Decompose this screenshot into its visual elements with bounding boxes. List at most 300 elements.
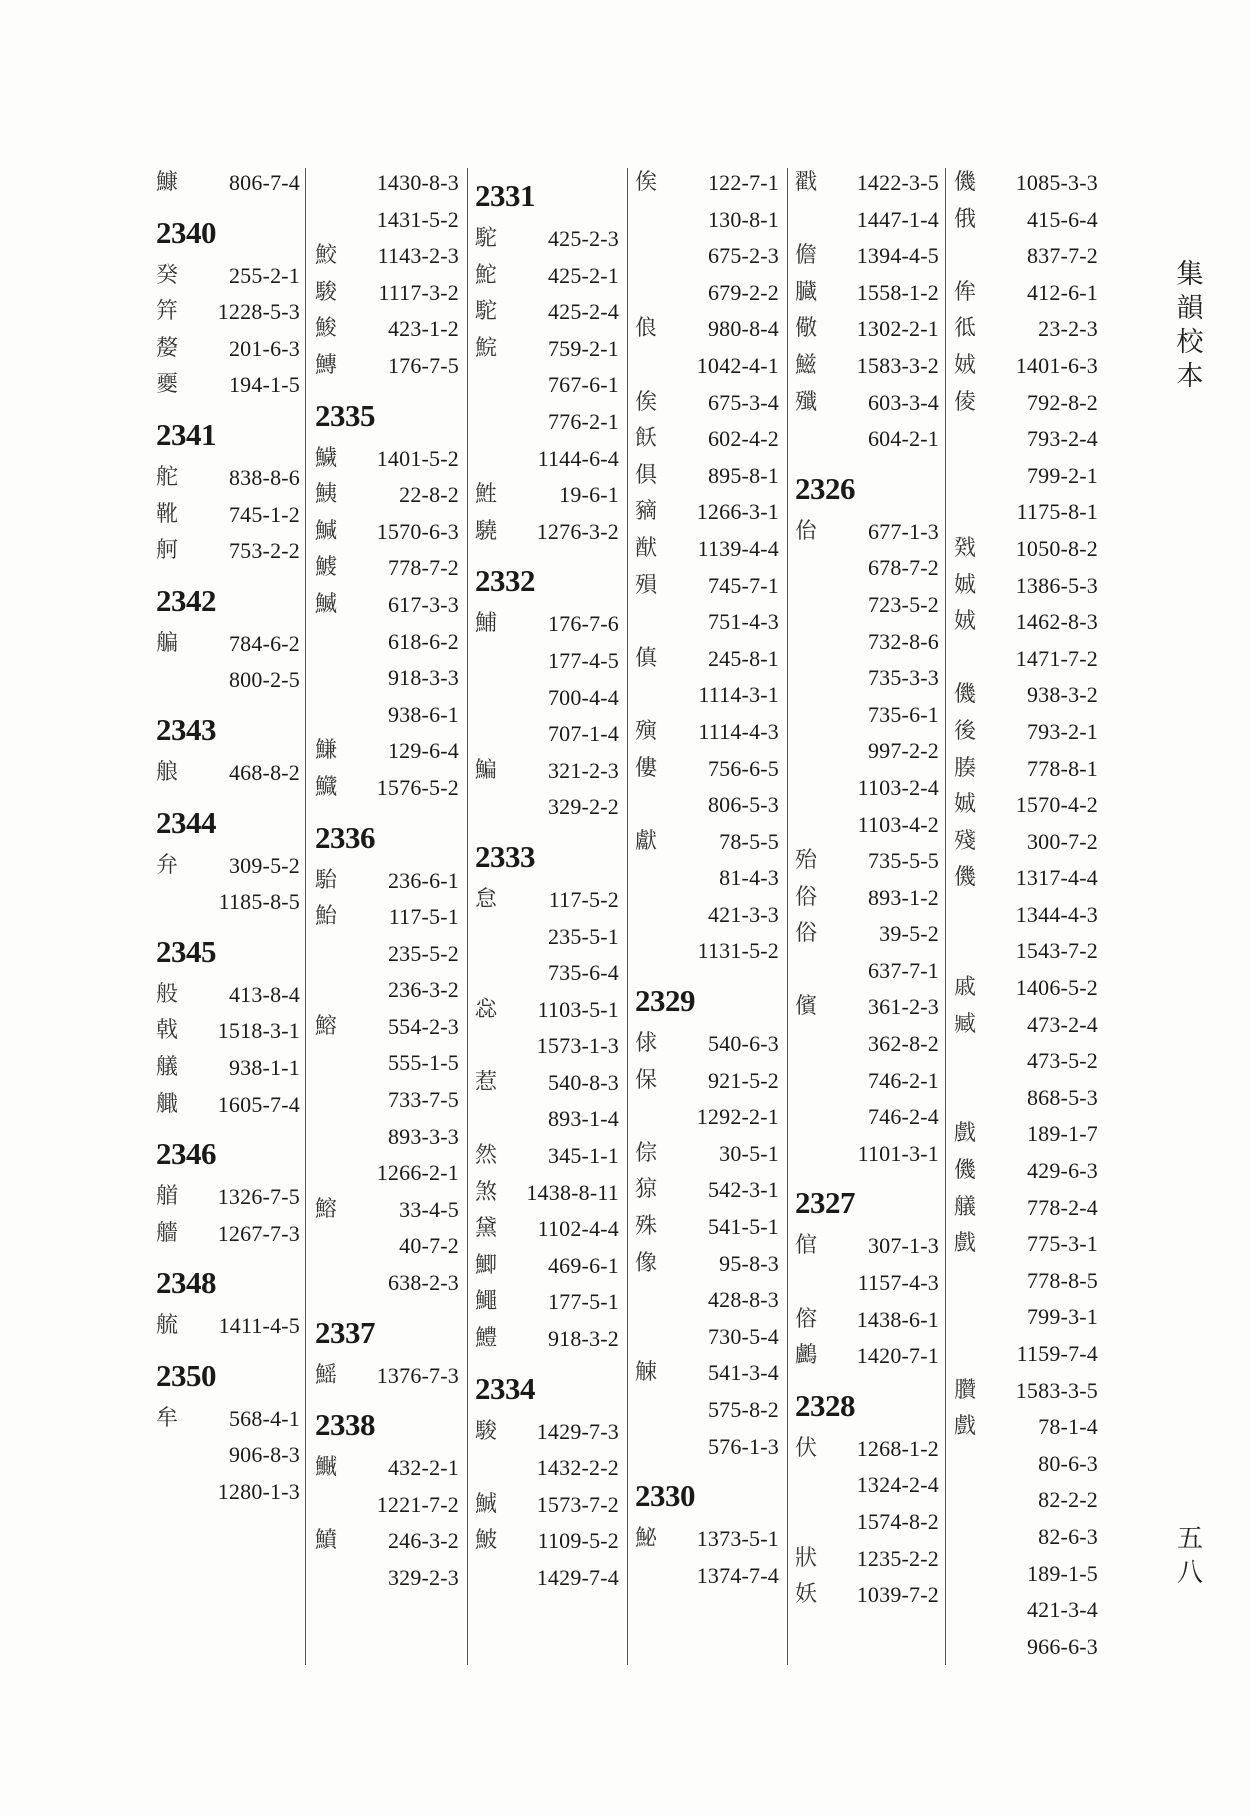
entry-character: 僟: [954, 682, 977, 708]
entry-reference: 918-3-3: [387, 665, 459, 691]
entry-reference: 361-2-3: [867, 994, 939, 1020]
index-entry: [793, 770, 943, 807]
index-entry: [313, 1487, 463, 1524]
entry-reference: 300-7-2: [1026, 828, 1098, 854]
entry-reference: 756-6-5: [707, 755, 779, 781]
index-entry: [154, 884, 304, 921]
column-separator: [305, 168, 306, 1665]
entry-character: 鯆: [475, 611, 498, 637]
entry-reference: 22-8-2: [399, 482, 459, 508]
section-code: 2336: [315, 819, 375, 855]
index-entry: [154, 1401, 304, 1438]
entry-reference: 307-1-3: [867, 1233, 939, 1259]
entry-reference: 1429-7-3: [536, 1418, 619, 1444]
index-entry: [633, 860, 783, 897]
entry-reference: 415-6-4: [1026, 206, 1098, 232]
index-entry: [473, 680, 623, 717]
entry-character: 鮍: [475, 1528, 498, 1554]
index-entry: [313, 1560, 463, 1597]
index-entry: [313, 1450, 463, 1487]
section-heading: [313, 807, 463, 863]
index-entry: [952, 677, 1102, 714]
entry-reference: 745-1-2: [228, 501, 300, 527]
section-heading: [154, 699, 304, 755]
section-heading: [633, 970, 783, 1026]
entry-reference: 425-2-3: [547, 226, 619, 251]
entry-reference: 997-2-2: [867, 738, 939, 764]
index-entry: [952, 238, 1102, 275]
entry-reference: 575-8-2: [707, 1397, 779, 1422]
index-entry: [952, 1080, 1102, 1117]
index-entry: [952, 1592, 1102, 1629]
entry-character: 儆: [795, 316, 818, 342]
index-entry: [473, 1138, 623, 1175]
entry-character: 鮀: [475, 262, 498, 288]
entry-character: 俍: [635, 316, 658, 342]
entry-reference: 638-2-3: [387, 1270, 459, 1296]
entry-character: 艈: [156, 1313, 179, 1339]
index-entry: [952, 604, 1102, 641]
entry-reference: 345-1-1: [547, 1143, 619, 1169]
index-entry: [154, 1179, 304, 1216]
index-entry: [313, 899, 463, 936]
index-entry: [154, 662, 304, 699]
entry-reference: 432-2-1: [387, 1455, 459, 1481]
entry-reference: 1574-8-2: [856, 1509, 939, 1534]
entry-reference: 784-6-2: [228, 630, 300, 656]
index-entry: [793, 1541, 943, 1578]
entry-reference: 735-3-3: [867, 665, 939, 691]
entry-reference: 81-4-3: [719, 865, 779, 891]
entry-reference: 1430-8-3: [376, 170, 459, 195]
index-entry: [313, 660, 463, 697]
entry-reference: 1324-2-4: [856, 1472, 939, 1498]
index-entry: [313, 863, 463, 900]
entry-reference: 33-4-5: [399, 1196, 459, 1222]
index-entry: [473, 789, 623, 826]
entry-character: 娀: [954, 609, 977, 635]
index-entry: [952, 1336, 1102, 1373]
entry-reference: 1462-8-3: [1015, 609, 1098, 635]
entry-reference: 1373-5-1: [696, 1526, 779, 1552]
index-entry: [793, 1302, 943, 1339]
index-entry: [313, 275, 463, 312]
index-entry: [473, 294, 623, 331]
index-entry: [154, 626, 304, 663]
entry-character: 艑: [156, 630, 179, 656]
entry-character: 豴: [635, 499, 658, 525]
index-entry: [154, 497, 304, 534]
entry-reference: 1042-4-1: [696, 352, 779, 378]
section-heading: [154, 404, 304, 460]
entry-reference: 806-7-4: [228, 170, 300, 195]
entry-reference: 678-7-2: [867, 555, 939, 581]
entry-reference: 1326-7-5: [217, 1184, 300, 1210]
index-entry: [473, 992, 623, 1029]
entry-reference: 235-5-2: [387, 940, 459, 966]
entry-reference: 602-4-2: [707, 426, 779, 452]
entry-reference: 921-5-2: [707, 1067, 779, 1093]
entry-reference: 746-2-1: [867, 1067, 939, 1093]
index-entry: [633, 1521, 783, 1558]
entry-reference: 1085-3-3: [1015, 170, 1098, 195]
entry-character: 艏: [156, 1184, 179, 1210]
index-entry: [313, 202, 463, 239]
entry-character: 鰜: [315, 738, 338, 764]
index-entry: [793, 587, 943, 624]
index-entry: [793, 238, 943, 275]
index-entry: [313, 1009, 463, 1046]
entry-character: 駝: [475, 226, 498, 251]
entry-character: 殆: [795, 848, 818, 874]
index-entry: [473, 1211, 623, 1248]
index-entry: [473, 1523, 623, 1560]
entry-character: 戲: [954, 1121, 977, 1147]
entry-reference: 1235-2-2: [856, 1545, 939, 1571]
entry-reference: 1386-5-3: [1015, 572, 1098, 598]
index-entry: [633, 824, 783, 861]
entry-reference: 895-8-1: [707, 462, 779, 488]
index-entry: [154, 1437, 304, 1474]
entry-character: 靴: [156, 501, 179, 527]
entry-character: 娍: [954, 792, 977, 818]
entry-character: 娍: [954, 572, 977, 598]
entry-reference: 1420-7-1: [856, 1343, 939, 1369]
entry-reference: 1039-7-2: [856, 1582, 939, 1608]
index-entry: [952, 458, 1102, 495]
index-entry: [473, 258, 623, 295]
index-entry: [952, 1519, 1102, 1556]
entry-character: 傛: [795, 1306, 818, 1332]
entry-reference: 1280-1-3: [217, 1479, 300, 1505]
index-entry: [154, 331, 304, 368]
entry-reference: 806-5-3: [707, 792, 779, 818]
entry-reference: 775-3-1: [1026, 1231, 1098, 1257]
index-column-3: [473, 165, 623, 1597]
index-entry: [633, 385, 783, 422]
entry-reference: 78-5-5: [719, 828, 779, 854]
entry-character: 鱥: [315, 445, 338, 471]
index-entry: [952, 1299, 1102, 1336]
entry-character: 倌: [795, 1233, 818, 1259]
entry-character: 鯽: [475, 1252, 498, 1278]
entry-reference: 412-6-1: [1026, 279, 1098, 305]
entry-character: 僂: [635, 755, 658, 781]
index-entry: [313, 624, 463, 661]
entry-reference: 540-8-3: [547, 1069, 619, 1095]
index-entry: [952, 824, 1102, 861]
entry-reference: 759-2-1: [547, 335, 619, 361]
entry-reference: 1131-5-2: [697, 938, 779, 964]
entry-character: 俟: [635, 170, 658, 195]
index-entry: [473, 477, 623, 514]
section-heading: [154, 792, 304, 848]
index-entry: [473, 441, 623, 478]
entry-reference: 177-4-5: [547, 647, 619, 673]
index-entry: [633, 677, 783, 714]
index-entry: [313, 1192, 463, 1229]
entry-reference: 117-5-2: [548, 886, 619, 912]
section-code: 2337: [315, 1314, 375, 1350]
entry-reference: 428-8-3: [707, 1287, 779, 1313]
index-entry: [793, 1063, 943, 1100]
index-entry: [952, 165, 1102, 202]
section-heading: [313, 1394, 463, 1450]
entry-reference: 799-3-1: [1026, 1304, 1098, 1330]
entry-reference: 1438-8-11: [526, 1179, 619, 1205]
entry-reference: 1447-1-4: [856, 206, 939, 232]
index-entry: [633, 897, 783, 934]
index-column-6: [952, 165, 1102, 1665]
index-entry: [793, 421, 943, 458]
index-entry: [793, 1265, 943, 1302]
index-entry: [473, 643, 623, 680]
index-entry: [473, 1414, 623, 1451]
index-entry: [793, 733, 943, 770]
index-entry: [313, 1358, 463, 1395]
entry-character: 鯿: [475, 757, 498, 783]
index-entry: [313, 311, 463, 348]
entry-reference: 189-1-7: [1026, 1121, 1098, 1147]
index-entry: [793, 660, 943, 697]
entry-character: 侔: [954, 279, 977, 305]
entry-character: 僟: [954, 865, 977, 891]
entry-reference: 800-2-5: [228, 667, 300, 693]
entry-character: 儐: [795, 994, 818, 1020]
index-entry: [952, 860, 1102, 897]
entry-reference: 735-6-4: [547, 960, 619, 986]
entry-reference: 1267-7-3: [217, 1220, 300, 1246]
entry-reference: 1558-1-2: [856, 279, 939, 305]
entry-reference: 838-8-6: [228, 464, 300, 490]
index-entry: [793, 1577, 943, 1614]
index-entry: [633, 458, 783, 495]
index-entry: [952, 494, 1102, 531]
index-entry: [154, 1013, 304, 1050]
entry-character: 鰫: [315, 1196, 338, 1222]
entry-character: 艤: [954, 1194, 977, 1220]
entry-character: 癸: [156, 262, 179, 288]
section-heading: [793, 1375, 943, 1431]
entry-reference: 413-8-4: [228, 981, 300, 1007]
entry-character: 鮻: [315, 316, 338, 342]
index-entry: [473, 919, 623, 956]
index-entry: [633, 348, 783, 385]
entry-character: 飫: [635, 426, 658, 452]
index-entry: [154, 977, 304, 1014]
entry-character: 僟: [954, 1158, 977, 1184]
index-entry: [473, 221, 623, 258]
entry-reference: 730-5-4: [707, 1323, 779, 1349]
entry-reference: 1401-5-2: [376, 445, 459, 471]
entry-character: 鱇: [156, 170, 179, 195]
index-entry: [473, 404, 623, 441]
index-entry: [633, 1319, 783, 1356]
entry-reference: 637-7-1: [867, 957, 939, 983]
entry-character: 鮏: [475, 482, 498, 508]
entry-character: 倰: [954, 389, 977, 415]
index-entry: [473, 753, 623, 790]
section-heading: [793, 458, 943, 514]
section-code: 2327: [795, 1185, 855, 1221]
section-heading: [473, 550, 623, 606]
entry-reference: 723-5-2: [867, 591, 939, 617]
index-entry: [793, 1338, 943, 1375]
entry-character: 鮫: [315, 243, 338, 269]
entry-reference: 1543-7-2: [1015, 938, 1098, 964]
entry-reference: 1573-7-2: [536, 1491, 619, 1517]
entry-reference: 675-2-3: [707, 243, 779, 269]
entry-reference: 1431-5-2: [376, 206, 459, 232]
index-entry: [633, 1136, 783, 1173]
index-entry: [633, 933, 783, 970]
section-heading: [473, 826, 623, 882]
index-entry: [793, 514, 943, 551]
entry-reference: 700-4-4: [547, 684, 619, 710]
entry-reference: 177-5-1: [547, 1289, 619, 1315]
entry-character: 戚: [954, 975, 977, 1001]
entry-reference: 1605-7-4: [217, 1091, 300, 1117]
index-entry: [793, 1228, 943, 1265]
index-entry: [633, 421, 783, 458]
entry-reference: 236-6-1: [387, 867, 459, 893]
index-entry: [952, 714, 1102, 751]
entry-character: 鱡: [315, 1455, 338, 1481]
section-code: 2326: [795, 470, 855, 506]
entry-reference: 1432-2-2: [536, 1455, 619, 1481]
section-code: 2340: [156, 214, 216, 250]
index-entry: [952, 1153, 1102, 1190]
entry-character: 鯎: [475, 1491, 498, 1517]
index-entry: [793, 550, 943, 587]
index-entry: [952, 970, 1102, 1007]
entry-character: 鱧: [475, 1326, 498, 1352]
index-entry: [793, 1026, 943, 1063]
index-entry: [952, 1409, 1102, 1446]
entry-character: 鰩: [315, 1362, 338, 1388]
entry-reference: 30-5-1: [719, 1140, 779, 1166]
index-entry: [952, 275, 1102, 312]
index-entry: [473, 1487, 623, 1524]
page-number: 五八: [1176, 1524, 1203, 1588]
section-code: 2330: [635, 1478, 695, 1514]
index-entry: [473, 1101, 623, 1138]
entry-reference: 429-6-3: [1026, 1158, 1098, 1184]
section-code: 2343: [156, 711, 216, 747]
entry-reference: 1114-3-1: [698, 682, 779, 708]
index-entry: [154, 1087, 304, 1124]
entry-reference: 473-2-4: [1026, 1011, 1098, 1037]
entry-reference: 540-6-3: [707, 1031, 779, 1057]
index-entry: [313, 550, 463, 587]
entry-character: 黛: [475, 1216, 498, 1242]
index-entry: [154, 165, 304, 202]
entry-reference: 19-6-1: [559, 482, 619, 508]
entry-character: 妖: [795, 1582, 818, 1608]
entry-reference: 1185-8-5: [218, 889, 300, 915]
section-code: 2331: [475, 178, 535, 213]
index-entry: [793, 1099, 943, 1136]
entry-character: 彽: [954, 316, 977, 342]
entry-reference: 1518-3-1: [217, 1018, 300, 1044]
index-entry: [633, 531, 783, 568]
entry-reference: 321-2-3: [547, 757, 619, 783]
index-entry: [313, 165, 463, 202]
entry-character: 鰄: [315, 591, 338, 617]
entry-reference: 677-1-3: [867, 518, 939, 544]
entry-character: 駿: [315, 279, 338, 305]
entry-reference: 329-2-2: [547, 794, 619, 820]
entry-character: 鱦: [475, 1289, 498, 1315]
entry-character: 舸: [156, 538, 179, 564]
index-entry: [952, 1629, 1102, 1666]
index-entry: [952, 1116, 1102, 1153]
index-entry: [793, 1431, 943, 1468]
entry-reference: 1117-3-2: [378, 279, 459, 305]
entry-reference: 1570-6-3: [376, 518, 459, 544]
entry-character: 鱄: [315, 352, 338, 378]
entry-reference: 1139-4-4: [697, 535, 779, 561]
entry-character: 狀: [795, 1545, 818, 1571]
entry-character: 殞: [635, 572, 658, 598]
entry-reference: 95-8-3: [719, 1250, 779, 1276]
index-column-2: [313, 165, 463, 1597]
index-entry: [313, 1523, 463, 1560]
index-entry: [313, 1119, 463, 1156]
entry-reference: 776-2-1: [547, 408, 619, 434]
entry-character: 般: [156, 981, 179, 1007]
index-entry: [952, 311, 1102, 348]
index-entry: [313, 587, 463, 624]
entry-character: 弁: [156, 852, 179, 878]
column-separator: [627, 168, 628, 1665]
entry-reference: 1394-4-5: [856, 243, 939, 269]
index-entry: [473, 367, 623, 404]
entry-reference: 541-3-4: [707, 1360, 779, 1386]
index-entry: [473, 331, 623, 368]
entry-reference: 1422-3-5: [856, 170, 939, 195]
index-entry: [952, 751, 1102, 788]
entry-reference: 1406-5-2: [1015, 975, 1098, 1001]
entry-character: 鰫: [315, 1013, 338, 1039]
entry-reference: 1376-7-3: [376, 1362, 459, 1388]
index-entry: [952, 1482, 1102, 1519]
index-entry: [473, 955, 623, 992]
entry-character: 俗: [795, 921, 818, 947]
index-entry: [633, 1063, 783, 1100]
entry-character: 俟: [635, 389, 658, 415]
entry-reference: 918-3-2: [547, 1326, 619, 1352]
index-entry: [633, 1099, 783, 1136]
entry-character: 嫠: [156, 335, 179, 361]
index-entry: [313, 514, 463, 551]
entry-character: 戲: [954, 1231, 977, 1257]
index-entry: [313, 1045, 463, 1082]
entry-character: 伏: [795, 1435, 818, 1461]
index-entry: [633, 604, 783, 641]
entry-character: 筓: [156, 299, 179, 325]
entry-reference: 130-8-1: [707, 206, 779, 232]
entry-reference: 735-5-5: [867, 848, 939, 874]
index-entry: [952, 1226, 1102, 1263]
book-title: 集韻校本: [1176, 259, 1204, 392]
entry-reference: 40-7-2: [399, 1233, 459, 1259]
index-entry: [793, 385, 943, 422]
entry-character: 俱: [635, 462, 658, 488]
index-column-5: [793, 165, 943, 1614]
index-entry: [952, 1446, 1102, 1483]
index-entry: [313, 1228, 463, 1265]
